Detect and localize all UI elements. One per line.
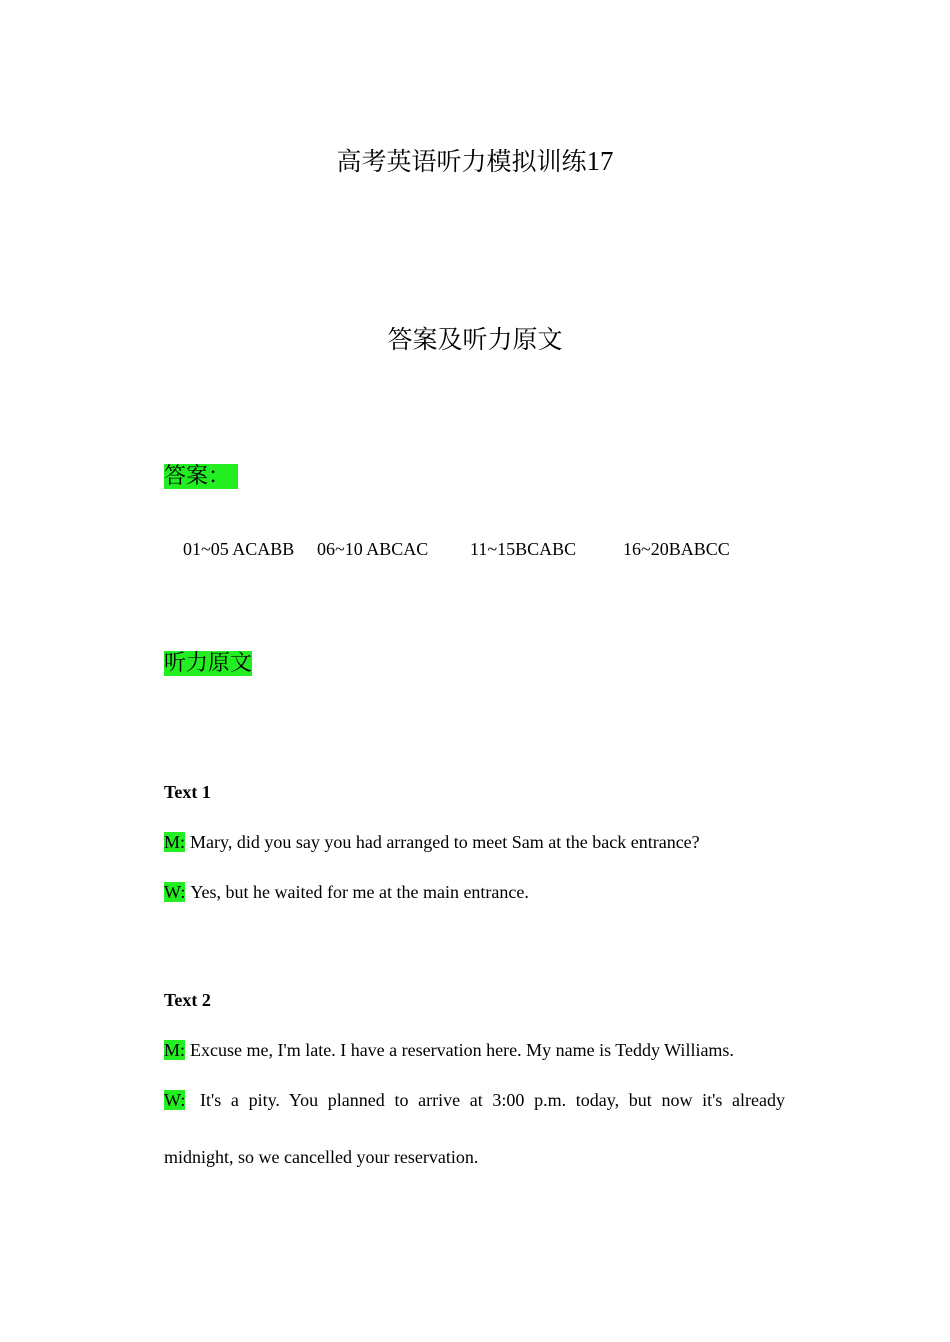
dialogue-line xyxy=(164,1038,734,1062)
dialogue-line-continuation: midnight, so we cancelled your reservation. xyxy=(164,1147,479,1167)
answer-key-row xyxy=(0,537,950,561)
page-title-text: 高考英语听力模拟训练 xyxy=(336,147,587,176)
answers-heading xyxy=(164,463,238,491)
dialogue-text: Mary, did you say you had arranged to meet Sam at the back entrance? xyxy=(190,832,700,852)
answer-group: 16~20BABCC xyxy=(623,539,730,559)
answer-group: 06~10 ABCAC xyxy=(317,539,429,559)
dialogue-line xyxy=(164,830,700,854)
speaker-label: M: xyxy=(164,1040,186,1060)
dialogue-line xyxy=(164,1088,785,1112)
page-title-number: 17 xyxy=(586,146,614,176)
transcript-heading-label: 听力原文 xyxy=(164,651,253,676)
answer-group: 01~05 ACABB xyxy=(183,539,295,559)
speaker-label: W: xyxy=(164,1090,186,1110)
speaker-label: M: xyxy=(164,832,186,852)
text-1-label: Text 1 xyxy=(164,782,211,802)
dialogue-text: It's a pity. You planned to arrive at 3:00 p.m. today, but now it's already xyxy=(200,1090,786,1110)
answer-group: 11~15BCABC xyxy=(470,539,577,559)
dialogue-text: Excuse me, I'm late. I have a reservation here. My name is Teddy Williams. xyxy=(190,1040,734,1060)
transcript-heading xyxy=(164,650,252,678)
page-subtitle: 答案及听力原文 xyxy=(387,325,563,354)
page-title xyxy=(0,146,950,177)
speaker-label: W: xyxy=(164,882,186,902)
answers-heading-label: 答案： xyxy=(164,464,238,489)
text-2-label: Text 2 xyxy=(164,990,211,1010)
dialogue-text: Yes, but he waited for me at the main entrance. xyxy=(190,882,529,902)
dialogue-line xyxy=(164,880,529,904)
